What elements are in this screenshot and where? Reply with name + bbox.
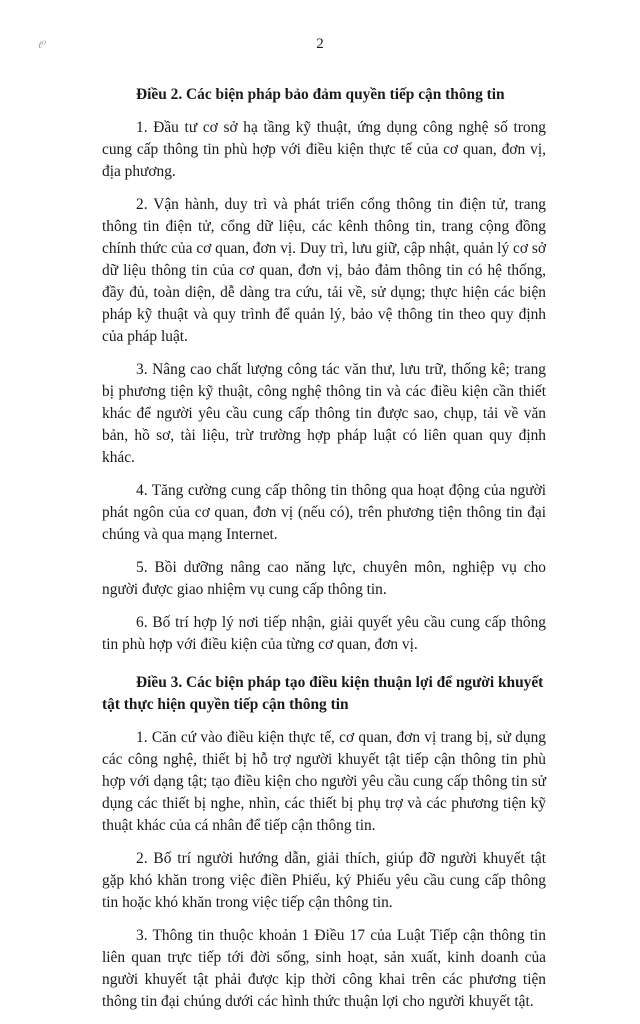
article-2-item-5: 5. Bồi dưỡng nâng cao năng lực, chuyên môn, nghiệp vụ cho người được giao nhiệm vụ cung cấp thông tin.	[102, 559, 546, 598]
page-number: 2	[316, 36, 324, 52]
article-3	[102, 672, 546, 1013]
article-3-item-2: 2. Bố trí người hướng dẫn, giải thích, giúp đỡ người khuyết tật gặp khó khăn trong việc điền Phiếu, ký Phiếu yêu cầu cung cấp thông tin hoặc khó khăn trong việc tiếp cận thông tin.	[102, 850, 546, 911]
article-2-item-1: 1. Đầu tư cơ sở hạ tầng kỹ thuật, ứng dụng công nghệ số trong cung cấp thông tin phù hợp với điều kiện thực tế của cơ quan, đơn vị, địa phương.	[102, 119, 546, 180]
document-body	[102, 84, 546, 1024]
article-3-title: Điều 3. Các biện pháp tạo điều kiện thuận lợi để người khuyết tật thực hiện quyền tiếp cận thông tin	[102, 674, 544, 713]
article-2	[102, 84, 546, 656]
article-3-item-1: 1. Căn cứ vào điều kiện thực tế, cơ quan, đơn vị trang bị, sử dụng các công nghệ, thiết bị hỗ trợ người khuyết tật tiếp cận thông tin phù hợp với dạng tật; tạo điều kiện cho người yêu cầu cung cấp thông tin sử dụng các thiết bị nghe, nhìn, các thiết bị phụ trợ và các phương tiện kỹ thuật khác của cá nhân để tiếp cận thông tin.	[102, 729, 546, 834]
article-2-item-2: 2. Vận hành, duy trì và phát triển cổng thông tin điện tử, trang thông tin điện tử, cổng dữ liệu, các kênh thông tin, trang cộng đồng chính thức của cơ quan, đơn vị. Duy trì, lưu giữ, cập nhật, quản lý cơ sở dữ liệu thông tin của cơ quan, đơn vị, bảo đảm thông tin có hệ thống, đầy đủ, toàn diện, dễ dàng tra cứu, tải về, sử dụng; thực hiện các biện pháp kỹ thuật và quy trình để quản lý, bảo vệ thông tin theo quy định của pháp luật.	[102, 196, 546, 345]
article-2-item-6: 6. Bố trí hợp lý nơi tiếp nhận, giải quyết yêu cầu cung cấp thông tin phù hợp với điều kiện của từng cơ quan, đơn vị.	[102, 614, 546, 653]
article-2-title: Điều 2. Các biện pháp bảo đảm quyền tiếp cận thông tin	[136, 86, 505, 103]
article-2-item-4: 4. Tăng cường cung cấp thông tin thông qua hoạt động của người phát ngôn của cơ quan, đơn vị (nếu có), trên phương tiện thông tin đại chúng và qua mạng Internet.	[102, 482, 546, 543]
scan-corner-mark: ℓ⁰	[38, 40, 47, 51]
article-2-item-3: 3. Nâng cao chất lượng công tác văn thư, lưu trữ, thống kê; trang bị phương tiện kỹ thuật, công nghệ thông tin và các điều kiện cần thiết khác để người yêu cầu cung cấp thông tin được sao, chụp, tải về văn bản, hồ sơ, tài liệu, trừ trường hợp pháp luật có liên quan quy định khác.	[102, 361, 546, 466]
article-3-item-3: 3. Thông tin thuộc khoản 1 Điều 17 của Luật Tiếp cận thông tin liên quan trực tiếp tới đời sống, sinh hoạt, sản xuất, kinh doanh của người khuyết tật phải được kịp thời công khai trên các phương tiện thông tin đại chúng dưới các hình thức thuận lợi cho người khuyết tật.	[102, 927, 546, 1010]
